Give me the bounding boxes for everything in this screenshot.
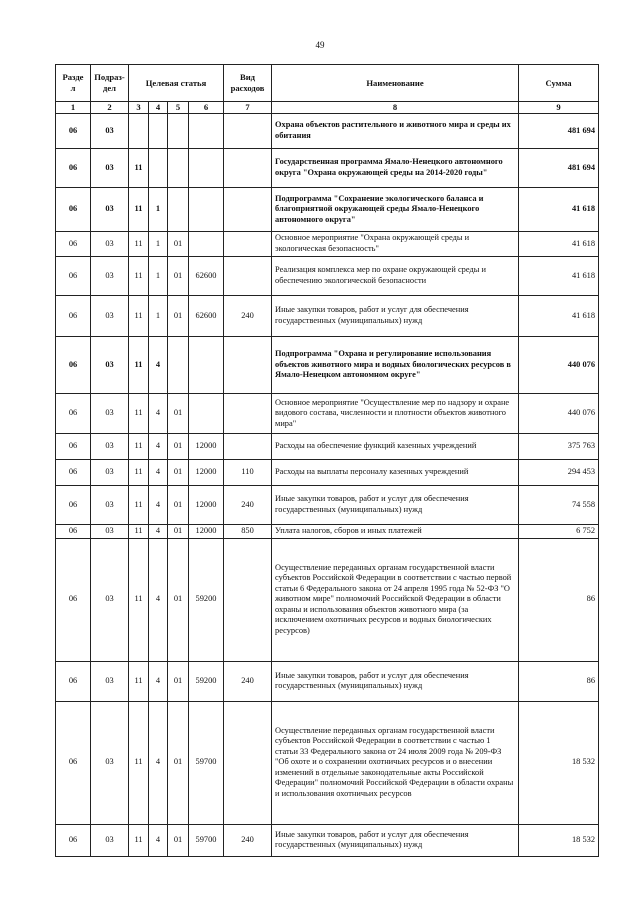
- cell-c5: 01: [168, 538, 189, 661]
- cell-vid: 240: [224, 296, 272, 337]
- table-row: [56, 188, 599, 232]
- table-row: [56, 460, 599, 486]
- cell-c4: 4: [149, 525, 168, 539]
- table-row: [56, 296, 599, 337]
- cell-razdel: 06: [56, 149, 91, 188]
- cell-c6: [189, 188, 224, 232]
- cell-razdel: 06: [56, 538, 91, 661]
- table-row: [56, 434, 599, 460]
- cell-c4: 4: [149, 701, 168, 824]
- cell-podrazdel: 03: [91, 486, 129, 525]
- cell-vid: [224, 232, 272, 257]
- cell-sum: 86: [519, 661, 599, 701]
- cell-razdel: 06: [56, 257, 91, 296]
- cell-name: Осуществление переданных органам государственной власти субъектов Российской Федерации в соответствии с частью первой статьи 6 Федерального закона от 24 апреля 1995 года № 52-ФЗ "О животном мире" полномочий Российской Федерации в области охраны и использования объектов животного мира (за исключением охотничьих ресурсов и водных биологических ресурсов): [272, 538, 519, 661]
- cell-c5: 01: [168, 661, 189, 701]
- cell-name: Иные закупки товаров, работ и услуг для обеспечения государственных (муниципальных) нужд: [272, 661, 519, 701]
- col-header-vid: Вид расходов: [224, 65, 272, 102]
- cell-c3: 11: [129, 486, 149, 525]
- cell-c5: 01: [168, 296, 189, 337]
- col-number: 7: [224, 102, 272, 114]
- col-number: 4: [149, 102, 168, 114]
- cell-c3: 11: [129, 149, 149, 188]
- col-number: 5: [168, 102, 189, 114]
- cell-vid: [224, 434, 272, 460]
- cell-sum: 440 076: [519, 337, 599, 394]
- col-number: 1: [56, 102, 91, 114]
- cell-vid: [224, 538, 272, 661]
- cell-name: Осуществление переданных органам государственной власти субъектов Российской Федерации в соответствии с частью 1 статьи 33 Федерального закона от 24 июля 2009 года № 209-ФЗ "Об охоте и о сохранении охотничьих ресурсов и о внесении изменений в отдельные законодательные акты Российской Федерации" полномочий Российской Федерации в области охраны и использования охотничьих ресурсов: [272, 701, 519, 824]
- table-row: [56, 394, 599, 434]
- cell-razdel: 06: [56, 824, 91, 856]
- cell-podrazdel: 03: [91, 824, 129, 856]
- cell-c5: 01: [168, 460, 189, 486]
- cell-c5: [168, 149, 189, 188]
- cell-name: Подпрограмма "Сохранение экологического баланса и благоприятной окружающей среды Ямало-Ненецкого автономного округа": [272, 188, 519, 232]
- col-header-razdel: Разде л: [56, 65, 91, 102]
- cell-sum: 41 618: [519, 257, 599, 296]
- cell-c4: 4: [149, 337, 168, 394]
- cell-c3: 11: [129, 232, 149, 257]
- cell-c6: [189, 394, 224, 434]
- table-row: [56, 337, 599, 394]
- cell-c5: 01: [168, 434, 189, 460]
- cell-sum: 41 618: [519, 188, 599, 232]
- cell-vid: [224, 701, 272, 824]
- cell-sum: 18 532: [519, 701, 599, 824]
- cell-razdel: 06: [56, 337, 91, 394]
- cell-sum: 375 763: [519, 434, 599, 460]
- cell-c6: 12000: [189, 525, 224, 539]
- table-row: [56, 538, 599, 661]
- header-row: [56, 65, 599, 102]
- cell-razdel: 06: [56, 701, 91, 824]
- cell-vid: 240: [224, 661, 272, 701]
- cell-razdel: 06: [56, 296, 91, 337]
- cell-c4: [149, 114, 168, 149]
- cell-c4: [149, 149, 168, 188]
- cell-c6: 12000: [189, 460, 224, 486]
- cell-sum: 86: [519, 538, 599, 661]
- cell-vid: [224, 149, 272, 188]
- col-number: 9: [519, 102, 599, 114]
- cell-c5: 01: [168, 701, 189, 824]
- cell-c6: [189, 149, 224, 188]
- cell-c5: 01: [168, 824, 189, 856]
- cell-podrazdel: 03: [91, 701, 129, 824]
- cell-podrazdel: 03: [91, 538, 129, 661]
- cell-c6: 62600: [189, 296, 224, 337]
- col-number: 8: [272, 102, 519, 114]
- cell-c3: 11: [129, 188, 149, 232]
- cell-razdel: 06: [56, 486, 91, 525]
- cell-c3: 11: [129, 525, 149, 539]
- cell-c5: 01: [168, 394, 189, 434]
- col-header-sum: Сумма: [519, 65, 599, 102]
- cell-name: Расходы на выплаты персоналу казенных учреждений: [272, 460, 519, 486]
- cell-podrazdel: 03: [91, 232, 129, 257]
- cell-podrazdel: 03: [91, 661, 129, 701]
- cell-podrazdel: 03: [91, 188, 129, 232]
- cell-sum: 481 694: [519, 149, 599, 188]
- cell-c3: 11: [129, 296, 149, 337]
- cell-c4: 4: [149, 661, 168, 701]
- cell-c5: [168, 188, 189, 232]
- cell-name: Подпрограмма "Охрана и регулирование использования объектов животного мира и водных биологических ресурсов в Ямало-Ненецком автономном округе": [272, 337, 519, 394]
- table-row: [56, 661, 599, 701]
- table-row: [56, 824, 599, 856]
- cell-podrazdel: 03: [91, 525, 129, 539]
- table-row: [56, 114, 599, 149]
- cell-name: Расходы на обеспечение функций казенных учреждений: [272, 434, 519, 460]
- cell-podrazdel: 03: [91, 257, 129, 296]
- cell-podrazdel: 03: [91, 296, 129, 337]
- cell-c3: 11: [129, 701, 149, 824]
- cell-vid: 240: [224, 486, 272, 525]
- budget-table: [55, 64, 599, 857]
- cell-c3: 11: [129, 434, 149, 460]
- cell-sum: 74 558: [519, 486, 599, 525]
- table-row: [56, 232, 599, 257]
- cell-c3: 11: [129, 824, 149, 856]
- cell-podrazdel: 03: [91, 114, 129, 149]
- cell-sum: 294 453: [519, 460, 599, 486]
- cell-c6: [189, 114, 224, 149]
- cell-sum: 6 752: [519, 525, 599, 539]
- cell-c3: 11: [129, 394, 149, 434]
- cell-c4: 4: [149, 824, 168, 856]
- cell-c6: 62600: [189, 257, 224, 296]
- cell-sum: 18 532: [519, 824, 599, 856]
- cell-razdel: 06: [56, 525, 91, 539]
- col-number: 6: [189, 102, 224, 114]
- cell-podrazdel: 03: [91, 337, 129, 394]
- cell-sum: 41 618: [519, 296, 599, 337]
- cell-c6: [189, 232, 224, 257]
- cell-name: Иные закупки товаров, работ и услуг для обеспечения государственных (муниципальных) нужд: [272, 486, 519, 525]
- cell-c6: [189, 337, 224, 394]
- cell-c6: 59700: [189, 824, 224, 856]
- cell-c5: 01: [168, 525, 189, 539]
- cell-c4: 1: [149, 296, 168, 337]
- cell-podrazdel: 03: [91, 149, 129, 188]
- cell-vid: [224, 257, 272, 296]
- cell-vid: [224, 188, 272, 232]
- cell-c3: 11: [129, 661, 149, 701]
- cell-vid: 240: [224, 824, 272, 856]
- cell-c5: 01: [168, 232, 189, 257]
- cell-c3: 11: [129, 337, 149, 394]
- cell-c6: 59200: [189, 661, 224, 701]
- cell-c4: 4: [149, 538, 168, 661]
- cell-c4: 4: [149, 434, 168, 460]
- cell-razdel: 06: [56, 394, 91, 434]
- cell-c6: 12000: [189, 434, 224, 460]
- cell-name: Основное мероприятие "Осуществление мер по надзору и охране видового состава, численности и плотности объектов животного мира": [272, 394, 519, 434]
- cell-c6: 59200: [189, 538, 224, 661]
- cell-vid: 110: [224, 460, 272, 486]
- cell-razdel: 06: [56, 661, 91, 701]
- cell-c4: 4: [149, 394, 168, 434]
- col-header-podrazdel: Подраз- дел: [91, 65, 129, 102]
- cell-sum: 41 618: [519, 232, 599, 257]
- cell-sum: 440 076: [519, 394, 599, 434]
- cell-podrazdel: 03: [91, 434, 129, 460]
- cell-c6: 12000: [189, 486, 224, 525]
- cell-name: Основное мероприятие "Охрана окружающей среды и экологическая безопасность": [272, 232, 519, 257]
- col-number: 2: [91, 102, 129, 114]
- cell-c4: 4: [149, 486, 168, 525]
- cell-razdel: 06: [56, 114, 91, 149]
- cell-c3: 11: [129, 538, 149, 661]
- cell-c3: [129, 114, 149, 149]
- cell-razdel: 06: [56, 188, 91, 232]
- col-header-target: Целевая статья: [129, 65, 224, 102]
- cell-c5: [168, 114, 189, 149]
- cell-razdel: 06: [56, 434, 91, 460]
- cell-razdel: 06: [56, 460, 91, 486]
- cell-c3: 11: [129, 460, 149, 486]
- cell-c5: 01: [168, 257, 189, 296]
- table-row: [56, 525, 599, 539]
- cell-c3: 11: [129, 257, 149, 296]
- table-row: [56, 257, 599, 296]
- cell-podrazdel: 03: [91, 394, 129, 434]
- cell-c5: [168, 337, 189, 394]
- cell-name: Реализация комплекса мер по охране окружающей среды и обеспечению экологической безопасности: [272, 257, 519, 296]
- cell-vid: 850: [224, 525, 272, 539]
- cell-c4: 4: [149, 460, 168, 486]
- column-number-row: [56, 102, 599, 114]
- table-row: [56, 486, 599, 525]
- cell-name: Иные закупки товаров, работ и услуг для обеспечения государственных (муниципальных) нужд: [272, 824, 519, 856]
- cell-podrazdel: 03: [91, 460, 129, 486]
- cell-c6: 59700: [189, 701, 224, 824]
- cell-name: Охрана объектов растительного и животного мира и среды их обитания: [272, 114, 519, 149]
- cell-razdel: 06: [56, 232, 91, 257]
- col-number: 3: [129, 102, 149, 114]
- cell-name: Уплата налогов, сборов и иных платежей: [272, 525, 519, 539]
- cell-c4: 1: [149, 188, 168, 232]
- cell-sum: 481 694: [519, 114, 599, 149]
- cell-c5: 01: [168, 486, 189, 525]
- table-row: [56, 149, 599, 188]
- cell-name: Государственная программа Ямало-Ненецкого автономного округа "Охрана окружающей среды на 2014-2020 годы": [272, 149, 519, 188]
- page-number: 49: [315, 40, 325, 50]
- cell-c4: 1: [149, 257, 168, 296]
- cell-vid: [224, 394, 272, 434]
- col-header-name: Наименование: [272, 65, 519, 102]
- table-row: [56, 701, 599, 824]
- cell-name: Иные закупки товаров, работ и услуг для обеспечения государственных (муниципальных) нужд: [272, 296, 519, 337]
- cell-c4: 1: [149, 232, 168, 257]
- cell-vid: [224, 114, 272, 149]
- cell-vid: [224, 337, 272, 394]
